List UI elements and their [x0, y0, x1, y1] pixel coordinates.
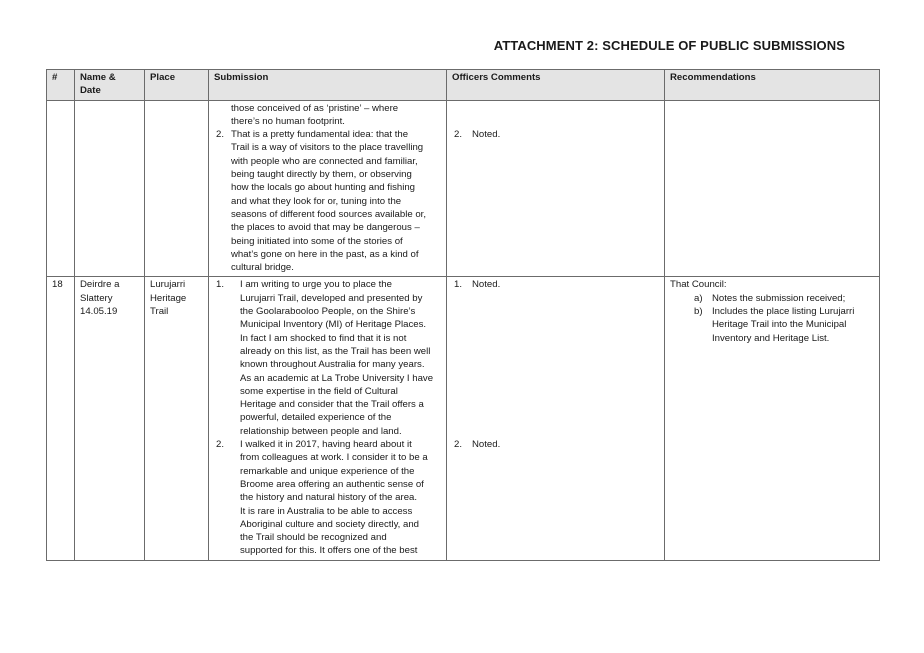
place-line: Lurujarri [150, 279, 186, 291]
header-place: Place [145, 70, 209, 101]
item-number: 1. [454, 279, 463, 291]
text-line: powerful, detailed experience of the [240, 412, 392, 424]
text-line: Heritage and consider that the Trail offers a [240, 399, 424, 411]
officer-comment-text: Noted. [472, 279, 501, 291]
header-number: # [47, 70, 75, 101]
cell-recommendations [665, 277, 880, 560]
table-row-18 [47, 277, 880, 560]
cell-place [145, 277, 209, 560]
text-line: seasons of different food sources available or, [231, 208, 427, 220]
submissions-table [46, 69, 880, 561]
item-letter: a) [694, 292, 703, 304]
recommendation-item [670, 305, 874, 345]
text-line: In fact I am shocked to find that it is not [240, 332, 407, 344]
text-line: As an academic at La Trobe University I have [240, 372, 434, 384]
item-letter: b) [694, 306, 703, 318]
officer-item [452, 438, 659, 451]
submission-continuation [214, 102, 441, 129]
text-line: the places to avoid that may be dangerous – [231, 222, 420, 234]
text-line: I am writing to urge you to place the [240, 279, 392, 291]
place-line: Heritage [150, 292, 187, 304]
item-number: 2. [454, 439, 463, 451]
text-line: being taught directly by them, or observing [231, 169, 412, 181]
text-line: I walked it in 2017, having heard about it [240, 439, 412, 451]
text-line: Broome area offering an authentic sense of [240, 478, 424, 490]
text-line: That is a pretty fundamental idea: that the [231, 129, 409, 141]
text-line: from colleagues at work. I consider it to be a [240, 452, 428, 464]
cell-recommendations [665, 100, 880, 277]
text-line: how the locals go about hunting and fishing [231, 182, 416, 194]
place-line: Trail [150, 306, 169, 318]
submission-item [214, 128, 441, 274]
text-line: the Trail should be recognized and [240, 532, 387, 544]
document-title: ATTACHMENT 2: SCHEDULE OF PUBLIC SUBMISSIONS [493, 38, 845, 53]
text-line: Municipal Inventory (MI) of Heritage Places. [240, 319, 427, 331]
item-number: 1. [216, 279, 225, 291]
item-number: 2. [216, 439, 225, 451]
text-line: remarkable and unique experience of the [240, 465, 415, 477]
submission-item [214, 278, 441, 438]
text-line: some expertise in the field of Cultural [240, 385, 398, 397]
text-line: Notes the submission received; [712, 292, 846, 304]
text-line: already on this list, as the Trail has been well [240, 345, 431, 357]
item-number: 2. [454, 129, 463, 141]
text-line: Inventory and Heritage List. [712, 332, 830, 344]
table-header [47, 70, 880, 101]
text-line: Lurujarri Trail, developed and presented by [240, 292, 423, 304]
officer-comment-text: Noted. [472, 439, 501, 451]
text-line: being initiated into some of the stories of [231, 235, 403, 247]
submission-list [214, 278, 441, 557]
text-line: there’s no human footprint. [231, 115, 345, 127]
officer-item [452, 278, 659, 291]
recommendation-list [670, 292, 874, 345]
name-line: Deirdre a [80, 279, 120, 291]
cell-submission [209, 277, 447, 560]
name-line: Slattery [80, 292, 113, 304]
header-row [47, 70, 880, 101]
date-line: 14.05.19 [80, 306, 118, 318]
officer-list [452, 128, 659, 141]
header-submission: Submission [209, 70, 447, 101]
text-line: Aboriginal culture and society directly, and [240, 518, 420, 530]
cell-officers-comments [447, 100, 665, 277]
cell-submission [209, 100, 447, 277]
text-line: cultural bridge. [231, 262, 294, 274]
text-line: and what they look for or, tuning into the [231, 195, 402, 207]
text-line: what’s gone on here in the past, as a kind of [231, 248, 419, 260]
text-line: known throughout Australia for many years. [240, 359, 425, 371]
submission-list [214, 128, 441, 274]
recommendation-intro: That Council: [670, 279, 727, 291]
text-line: relationship between people and land. [240, 425, 402, 437]
table-row-continued [47, 100, 880, 277]
submission-item [214, 438, 441, 558]
text-line: with people who are connected and familiar, [231, 155, 418, 167]
recommendation-item [670, 292, 874, 305]
cell-name-date [75, 277, 145, 560]
text-line: the history and natural history of the area. [240, 492, 418, 504]
cell-number: 18 [47, 277, 75, 560]
cell-name-date [75, 100, 145, 277]
text-line: those conceived of as ‘pristine’ – where [231, 102, 399, 114]
header-recommendations: Recommendations [665, 70, 880, 101]
text-line: Heritage Trail into the Municipal [712, 319, 847, 331]
officer-list [452, 278, 659, 451]
text-line: Includes the place listing Lurujarri [712, 306, 855, 318]
text-line: the Goolarabooloo People, on the Shire’s [240, 306, 416, 318]
officer-item [452, 128, 659, 141]
cell-place [145, 100, 209, 277]
cell-officers-comments [447, 277, 665, 560]
text-line: supported for this. It offers one of the best [240, 545, 418, 557]
officer-comment-text: Noted. [472, 129, 501, 141]
header-name-date: Name & Date [75, 70, 145, 101]
item-number: 2. [216, 129, 225, 141]
text-line: It is rare in Australia to be able to access [240, 505, 413, 517]
cell-number [47, 100, 75, 277]
header-officers-comments: Officers Comments [447, 70, 665, 101]
text-line: Trail is a way of visitors to the place travelling [231, 142, 424, 154]
